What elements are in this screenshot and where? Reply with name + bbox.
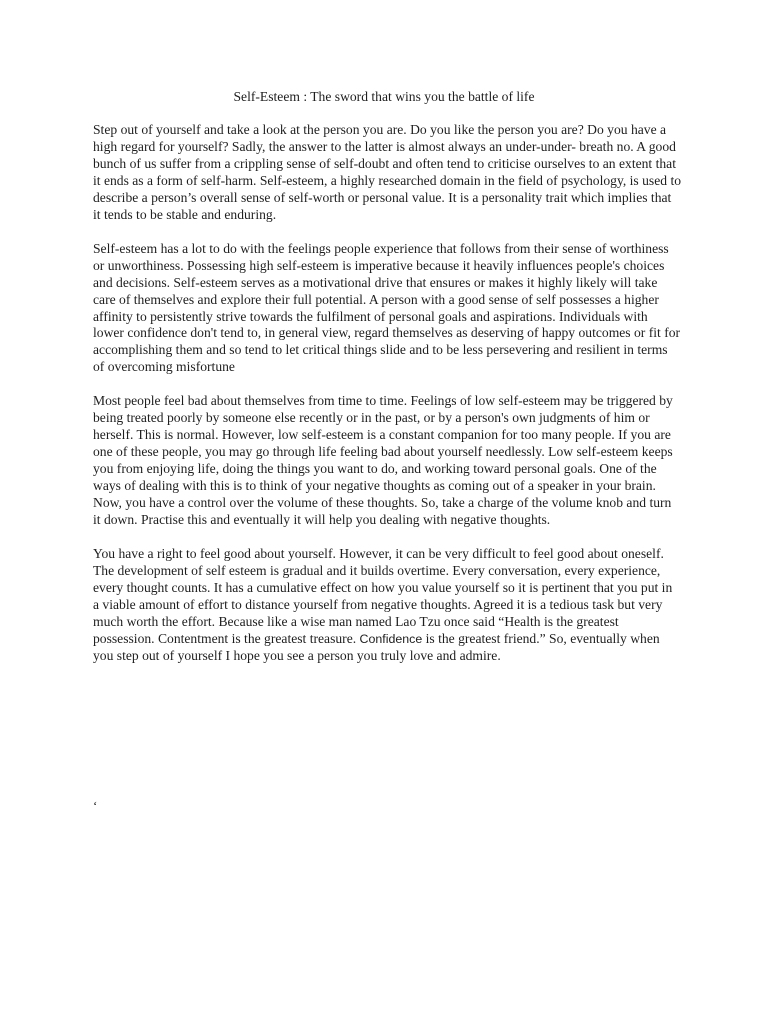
document-title: Self-Esteem : The sword that wins you the battle of life — [233, 89, 535, 104]
paragraph-4-text-before: You have a right to feel good about yourself. However, it can be very difficult to feel good about oneself. The development of self esteem is gradual and it builds overtime. Every conversation, every experience, every thought counts. It has a cumulative effect on how you value yourself so it is pertinent that you put in a viable amount of effort to distance yourself from negative thoughts. Agreed it is a tedious task but very much worth the effort. Because like a wise man named Lao Tzu once said “Health is the greatest possession. Contentment is the greatest treasure. — [93, 545, 673, 646]
paragraph-4 — [93, 546, 681, 665]
paragraph-2: Self-esteem has a lot to do with the feelings people experience that follows from their sense of worthiness or unworthiness. Possessing high self-esteem is imperative because it heavily influences people's choices and decisions. Self-esteem serves as a motivational drive that ensures or makes it highly likely will take care of themselves and explore their full potential. A person with a good sense of self possesses a higher affinity to persistently strive towards the fulfilment of personal goals and aspirations. Individuals with lower confidence don't tend to, in general view, regard themselves as deserving of happy outcomes or fit for accomplishing them and so tend to let critical things slide and to be less persevering and resilient in terms of overcoming misfortune — [93, 240, 681, 375]
paragraph-1: Step out of yourself and take a look at the person you are. Do you like the person you are? Do you have a high regard for yourself? Sadly, the answer to the latter is almost always an under-under- breath no. A good bunch of us suffer from a crippling sense of self-doubt and often tend to criticise ourselves to an extent that it ends as a form of self-harm. Self-esteem, a highly researched domain in the field of psychology, is used to describe a person’s overall sense of self-worth or personal value. It is a personality trait which implies that it tends to be stable and enduring. — [93, 122, 682, 222]
paragraph-3: Most people feel bad about themselves from time to time. Feelings of low self-esteem may be triggered by being treated poorly by someone else recently or in the past, or by a person's own judgments of him or herself. This is normal. However, low self-esteem is a constant companion for too many people. If you are one of these people, you may go through life feeling bad about yourself needlessly. Low self-esteem keeps you from enjoying life, doing the things you want to do, and working toward personal goals. One of the ways of dealing with this is to think of your negative thoughts as coming out of a speaker in your brain. Now, you have a control over the volume of these thoughts. So, take a charge of the volume knob and turn it down. Practise this and eventually it will help you dealing with negative thoughts. — [93, 393, 673, 528]
paragraph-4-emphasis: Confidence — [359, 631, 423, 646]
stray-quote-mark: ‘ — [93, 798, 98, 813]
document-body — [93, 122, 681, 682]
paragraph-4-text-after: is the greatest friend.” So, eventually when you step out of yourself I hope you see a person you truly love and admire. — [93, 630, 660, 663]
